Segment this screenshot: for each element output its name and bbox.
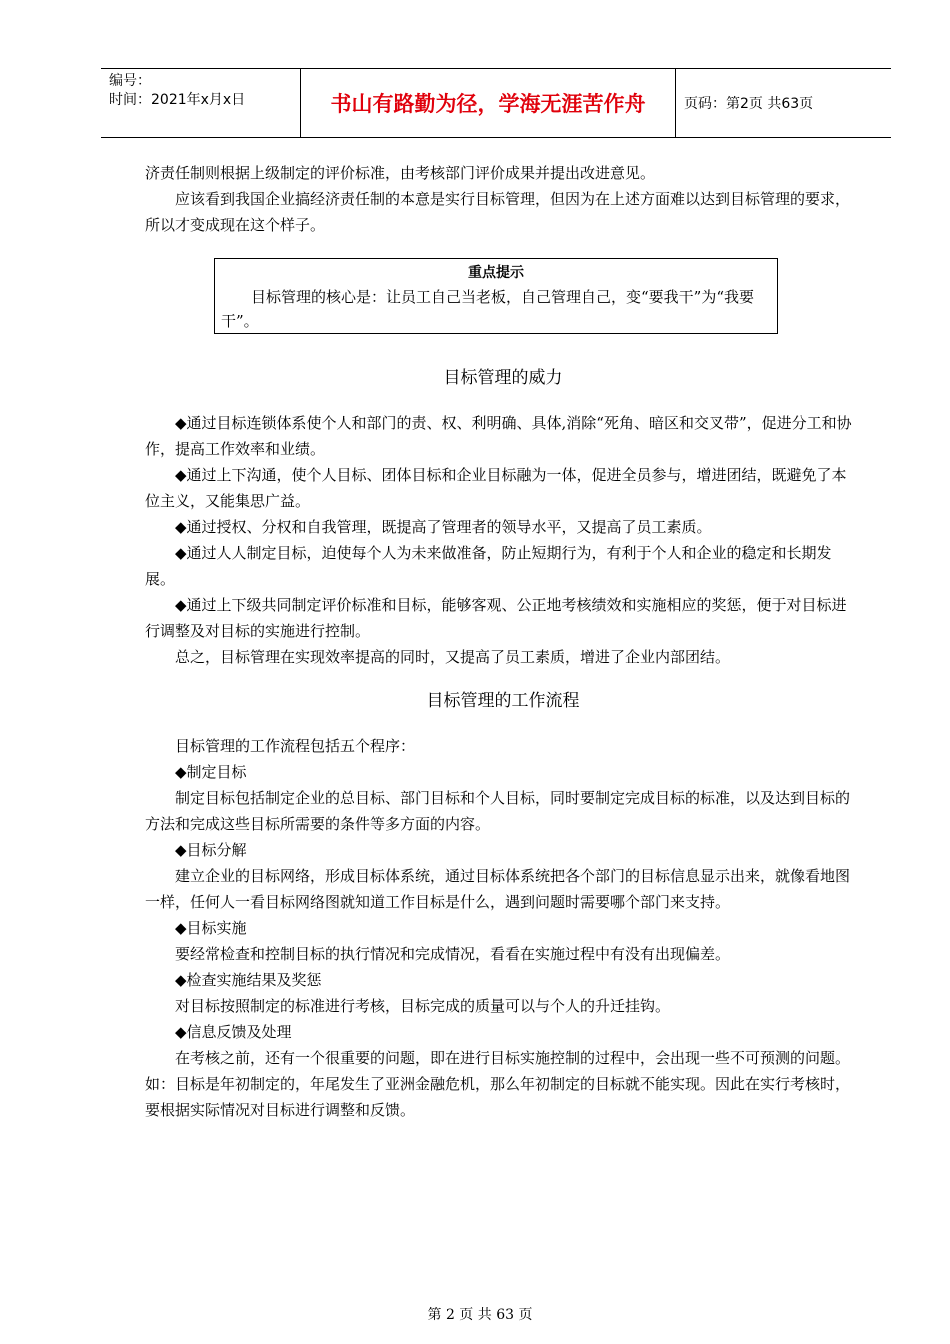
power-point-3: ◆通过授权、分权和自我管理，既提高了管理者的领导水平，又提高了员工素质。 bbox=[175, 518, 712, 536]
workflow-step-set-goals-desc: 制定目标包括制定企业的总目标、部门目标和个人目标，同时要制定完成目标的标准，以及达到目标的方法和完成这些目标所需要的条件等多方面的内容。 bbox=[145, 789, 851, 833]
workflow-step-feedback: ◆信息反馈及处理 bbox=[175, 1023, 292, 1041]
page-footer bbox=[0, 1304, 950, 1324]
code-label: 编号： bbox=[109, 73, 151, 89]
key-tip-title: 重点提示 bbox=[468, 265, 524, 281]
header-slogan: 书山有路勤为径，学海无涯苦作舟 bbox=[301, 69, 676, 137]
power-point-4: ◆通过人人制定目标，迫使每个人为未来做准备，防止短期行为，有利于个人和企业的稳定和长期发展。 bbox=[145, 544, 832, 588]
workflow-step-review: ◆检查实施结果及奖惩 bbox=[175, 971, 322, 989]
key-tip-text: 目标管理的核心是：让员工自己当老板，自己管理自己，变“要我干”为“我要干”。 bbox=[221, 288, 755, 330]
section-power-body bbox=[145, 410, 861, 670]
header-meta bbox=[101, 69, 301, 137]
workflow-step-decompose-desc: 建立企业的目标网络，形成目标体系统，通过目标体系统把各个部门的目标信息显示出来，就像看地图一样，任何人一看目标网络图就知道工作目标是什么，遇到问题时需要哪个部门来支持。 bbox=[145, 867, 851, 911]
header-page-info: 页码：第2页 共63页 bbox=[684, 96, 814, 112]
workflow-step-implement: ◆目标实施 bbox=[175, 919, 247, 937]
section-workflow-body bbox=[145, 733, 861, 1123]
key-tip-box bbox=[214, 258, 778, 334]
intro-text bbox=[145, 160, 861, 238]
power-point-1: ◆通过目标连锁体系使个人和部门的责、权、利明确、具体,消除“死角、暗区和交叉带”，促进分工和协作，提高工作效率和业绩。 bbox=[145, 414, 852, 458]
workflow-step-decompose: ◆目标分解 bbox=[175, 841, 247, 859]
power-point-2: ◆通过上下沟通，使个人目标、团体目标和企业目标融为一体，促进全员参与，增进团结，既避免了本位主义，又能集思广益。 bbox=[145, 466, 847, 510]
workflow-intro: 目标管理的工作流程包括五个程序： bbox=[175, 737, 416, 755]
time-label: 时间：2021年x月x日 bbox=[109, 92, 246, 108]
power-point-5: ◆通过上下级共同制定评价标准和目标，能够客观、公正地考核绩效和实施相应的奖惩，便于对目标进行调整及对目标的实施进行控制。 bbox=[145, 596, 847, 640]
workflow-step-feedback-desc: 在考核之前，还有一个很重要的问题，即在进行目标实施控制的过程中，会出现一些不可预测的问题。如：目标是年初制定的，年尾发生了亚洲金融危机，那么年初制定的目标就不能实现。因此在实行考核时，要根据实际情况对目标进行调整和反馈。 bbox=[145, 1049, 851, 1119]
footer-page-number: 第 2 页 共 63 页 bbox=[427, 1307, 533, 1323]
intro-paragraph-1: 济责任制则根据上级制定的评价标准，由考核部门评价成果并提出改进意见。 bbox=[145, 164, 656, 182]
intro-paragraph-2: 应该看到我国企业搞经济责任制的本意是实行目标管理，但因为在上述方面难以达到目标管理的要求，所以才变成现在这个样子。 bbox=[145, 190, 851, 234]
section-heading-power: 目标管理的威力 bbox=[443, 368, 563, 388]
workflow-step-review-desc: 对目标按照制定的标准进行考核，目标完成的质量可以与个人的升迁挂钩。 bbox=[175, 997, 671, 1015]
power-summary: 总之，目标管理在实现效率提高的同时，又提高了员工素质，增进了企业内部团结。 bbox=[175, 648, 731, 666]
page-header bbox=[101, 68, 891, 138]
workflow-step-implement-desc: 要经常检查和控制目标的执行情况和完成情况，看看在实施过程中有没有出现偏差。 bbox=[175, 945, 731, 963]
workflow-step-set-goals: ◆制定目标 bbox=[175, 763, 247, 781]
section-heading-workflow: 目标管理的工作流程 bbox=[426, 691, 580, 711]
